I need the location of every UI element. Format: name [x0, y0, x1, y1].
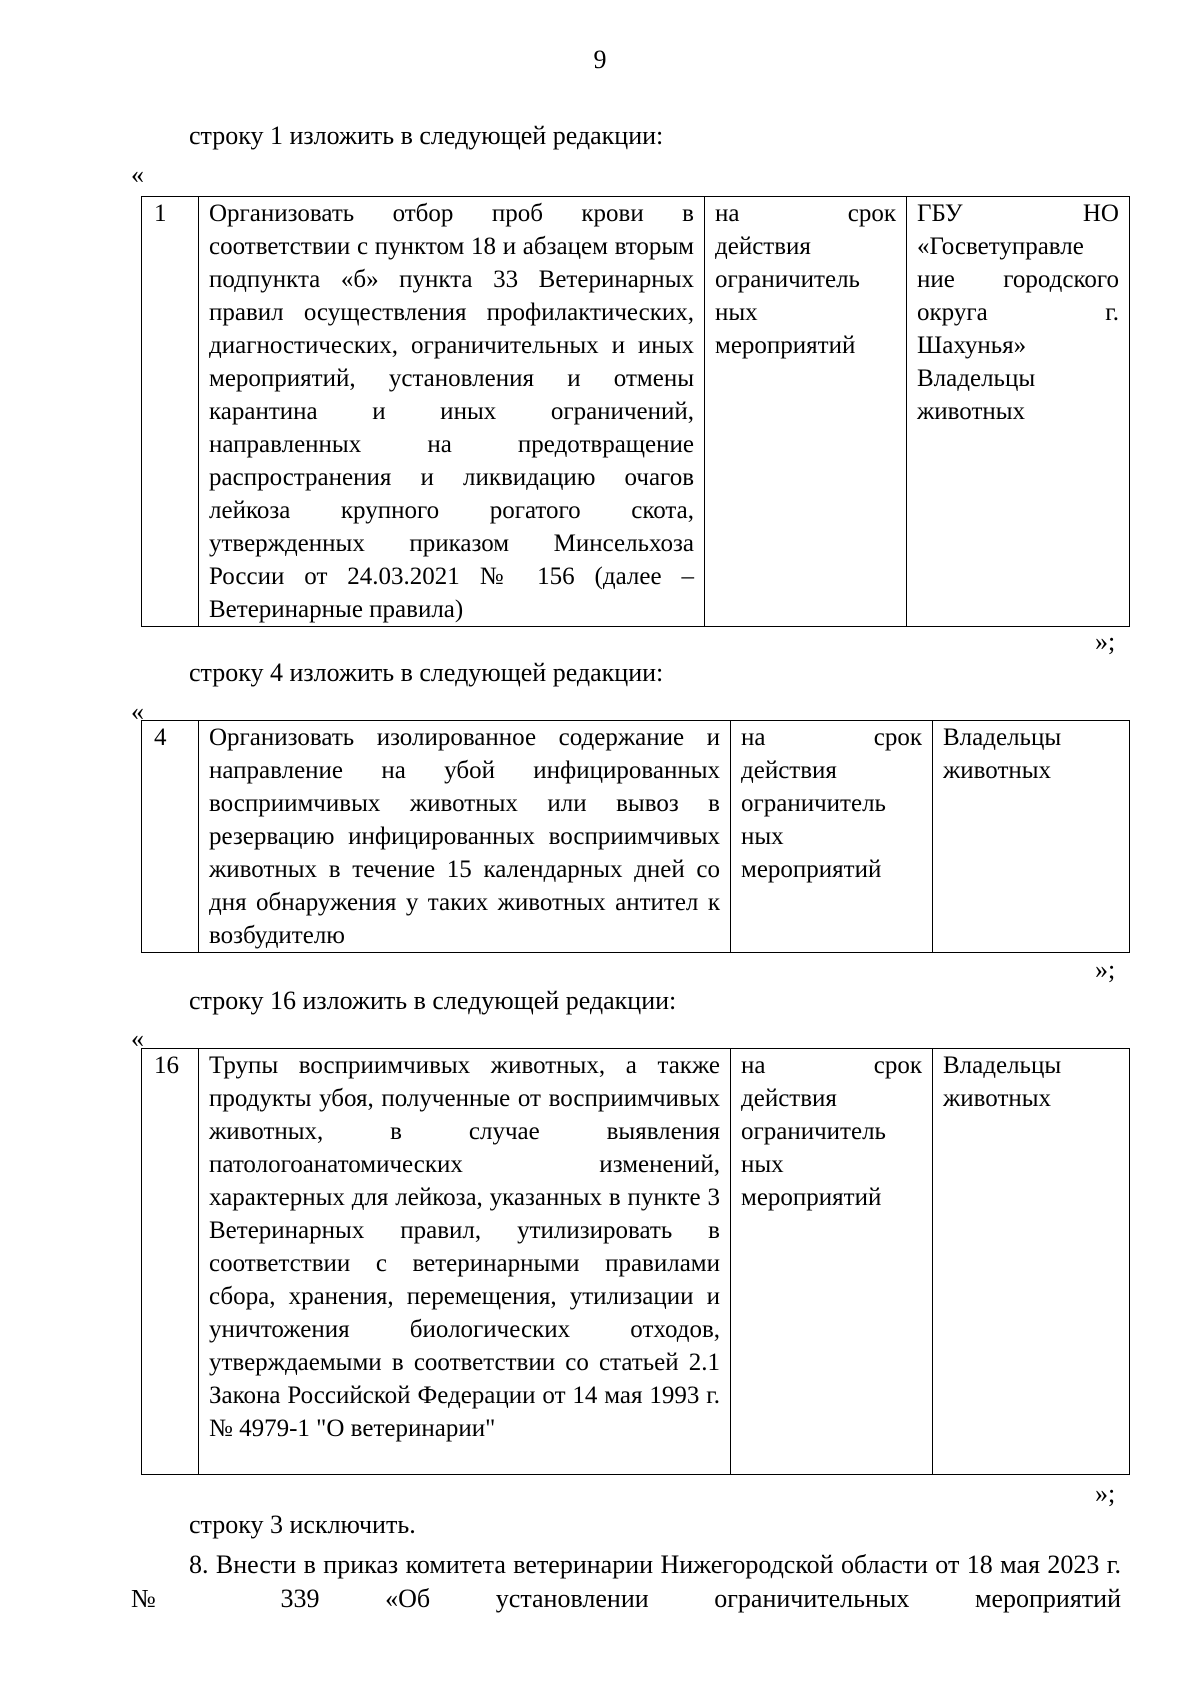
section-1-quote-close: »; — [1095, 627, 1116, 656]
row-term: на срок действия ограничитель ных мероприятий — [731, 721, 933, 953]
row-responsible: Владельцы животных — [933, 1049, 1130, 1475]
table-row — [142, 1049, 1130, 1475]
section-3-intro: строку 16 изложить в следующей редакции: — [189, 986, 677, 1015]
section-2-quote-close: »; — [1095, 955, 1116, 984]
row-responsible: Владельцы животных — [933, 721, 1130, 953]
section-1-quote-open: « — [131, 160, 144, 189]
section-2-intro: строку 4 изложить в следующей редакции: — [189, 658, 664, 687]
section-3-quote-open: « — [131, 1024, 144, 1053]
paragraph-8: 8. Внести в приказ комитета ветеринарии Нижегородской области от 18 мая 2023 г. № 339 «Об установлении ограничительных мероприятий — [131, 1550, 1121, 1613]
section-2-table — [141, 720, 1130, 953]
page-number: 9 — [593, 45, 607, 74]
row-term: на срок действия ограничитель ных мероприятий — [731, 1049, 933, 1475]
section-3-quote-close: »; — [1095, 1479, 1116, 1508]
row-responsible: ГБУ НО «Госветуправле ние городского округа г. Шахунья» Владельцы животных — [907, 197, 1130, 627]
row-number: 1 — [142, 197, 199, 627]
exclude-line: строку 3 исключить. — [189, 1510, 416, 1539]
section-1-intro: строку 1 изложить в следующей редакции: — [189, 121, 664, 150]
section-3-table — [141, 1048, 1130, 1475]
section-2-quote-open: « — [131, 697, 144, 726]
row-number: 4 — [142, 721, 199, 953]
row-measure-text: Трупы восприимчивых животных, а также продукты убоя, полученные от восприимчивых животных, в случае выявления патологоанатомических изменений, характерных для лейкоза, указанных в пункте 3 Ветеринарных правил, утилизировать в соответствии с ветеринарными правилами сбора, хранения, перемещения, утилизации и уничтожения биологических отходов, утверждаемыми в соответствии со статьей 2.1 Закона Российской Федерации от 14 мая 1993 г. № 4979-1 "О ветеринарии" — [199, 1049, 731, 1475]
row-term: на срок действия ограничитель ных мероприятий — [705, 197, 907, 627]
table-row — [142, 721, 1130, 953]
row-measure-text: Организовать изолированное содержание и направление на убой инфицированных восприимчивых животных или вывоз в резервацию инфицированных восприимчивых животных в течение 15 календарных дней со дня обнаружения у таких животных антител к возбудителю — [199, 721, 731, 953]
row-measure-text: Организовать отбор проб крови в соответствии с пунктом 18 и абзацем вторым подпункта «б» пункта 33 Ветеринарных правил осуществления профилактических, диагностических, ограничительных и иных мероприятий, установления и отмены карантина и иных ограничений, направленных на предотвращение распространения и ликвидацию очагов лейкоза крупного рогатого скота, утвержденных приказом Минсельхоза России от 24.03.2021 № 156 (далее – Ветеринарные правила) — [199, 197, 705, 627]
section-1-table — [141, 196, 1130, 627]
row-number: 16 — [142, 1049, 199, 1475]
table-row — [142, 197, 1130, 627]
